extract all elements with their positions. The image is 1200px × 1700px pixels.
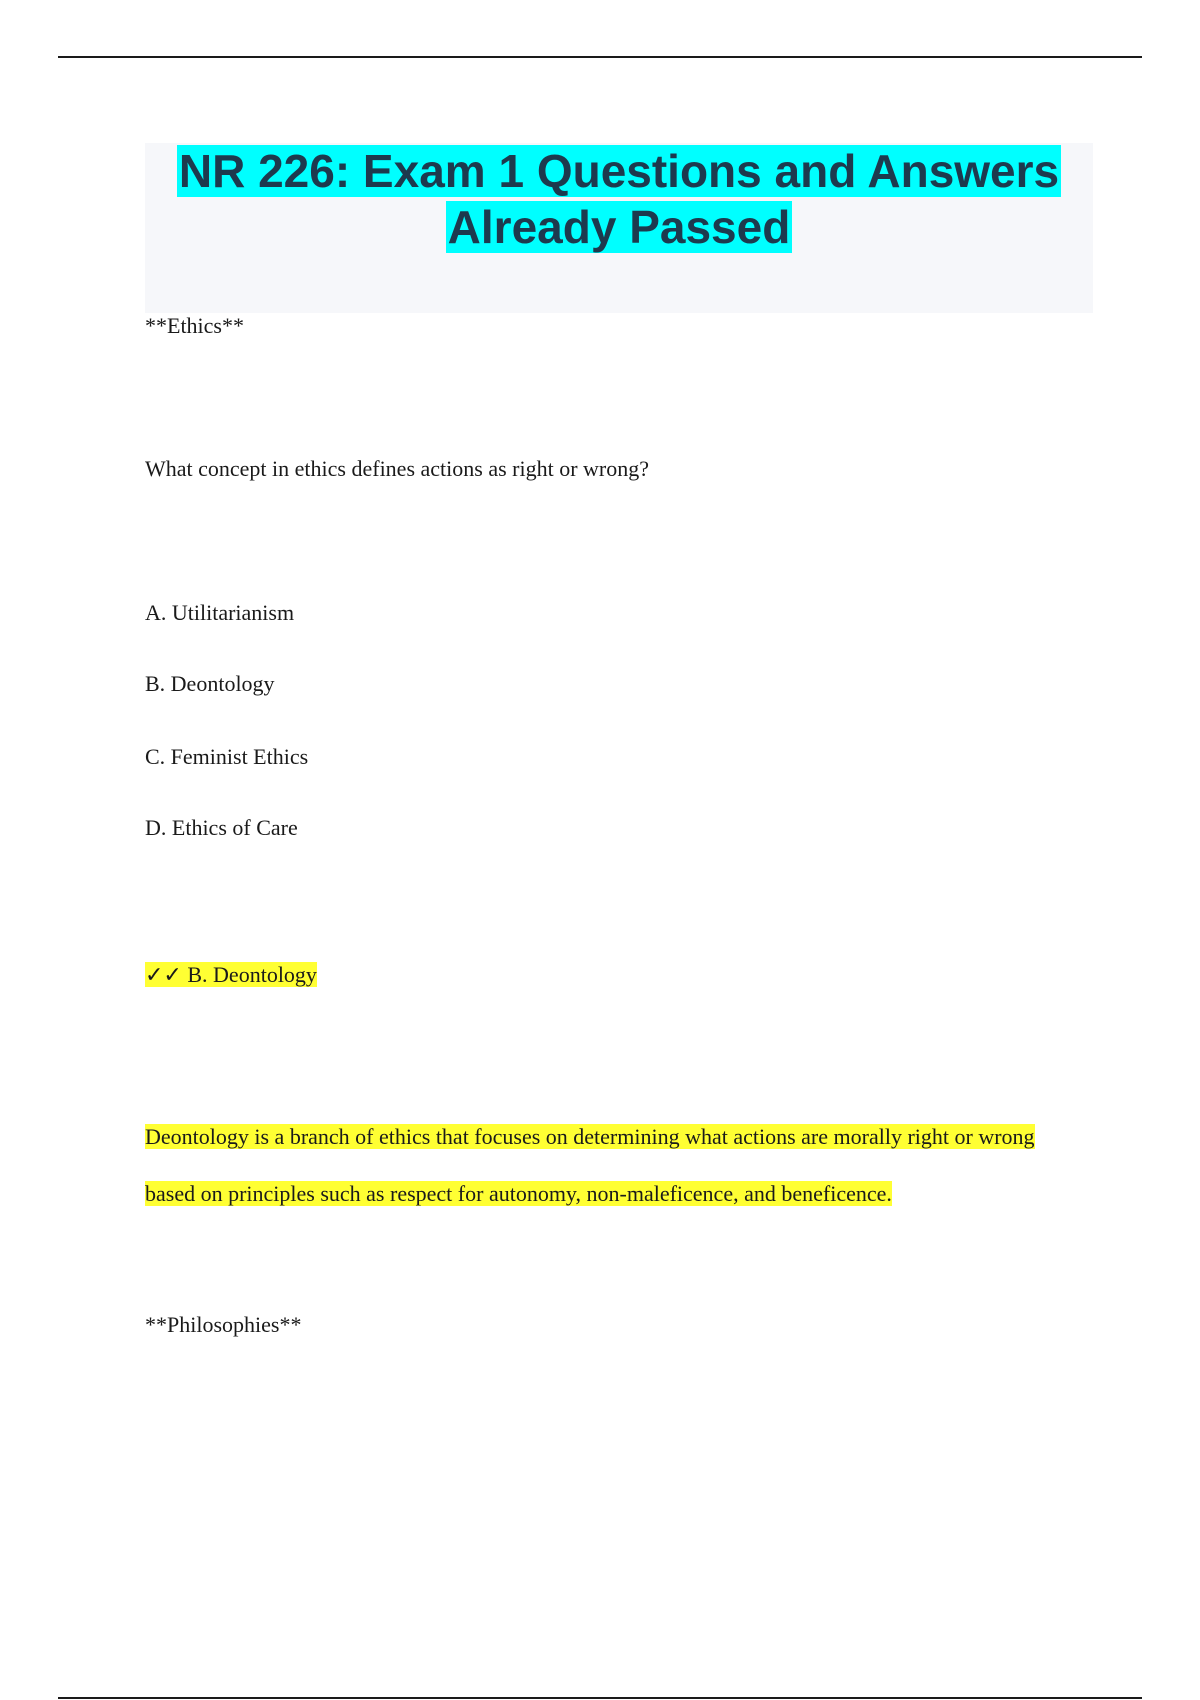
answer-text: B. Deontology (187, 962, 317, 987)
answer-highlight (145, 962, 317, 987)
bottom-rule (58, 1697, 1142, 1699)
page-title (145, 143, 1093, 255)
option-d: D. Ethics of Care (145, 815, 298, 840)
explanation-paragraph (145, 1108, 1085, 1222)
top-rule (58, 56, 1142, 58)
option-a: A. Utilitarianism (145, 600, 295, 625)
question-text: What concept in ethics defines actions as right or wrong? (145, 456, 650, 481)
option-b: B. Deontology (145, 671, 275, 696)
check-icon: ✓✓ (145, 963, 182, 988)
answer-line (145, 961, 317, 990)
explanation-highlight: Deontology is a branch of ethics that focuses on determining what actions are morally right or wrong based on principles such as respect for autonomy, non-maleficence, and beneficence. (145, 1124, 1035, 1206)
ethics-heading: **Ethics** (145, 313, 244, 338)
philosophies-heading: **Philosophies** (145, 1312, 302, 1337)
option-c: C. Feminist Ethics (145, 744, 309, 769)
title-highlight: NR 226: Exam 1 Questions and Answers Already Passed (178, 145, 1060, 253)
